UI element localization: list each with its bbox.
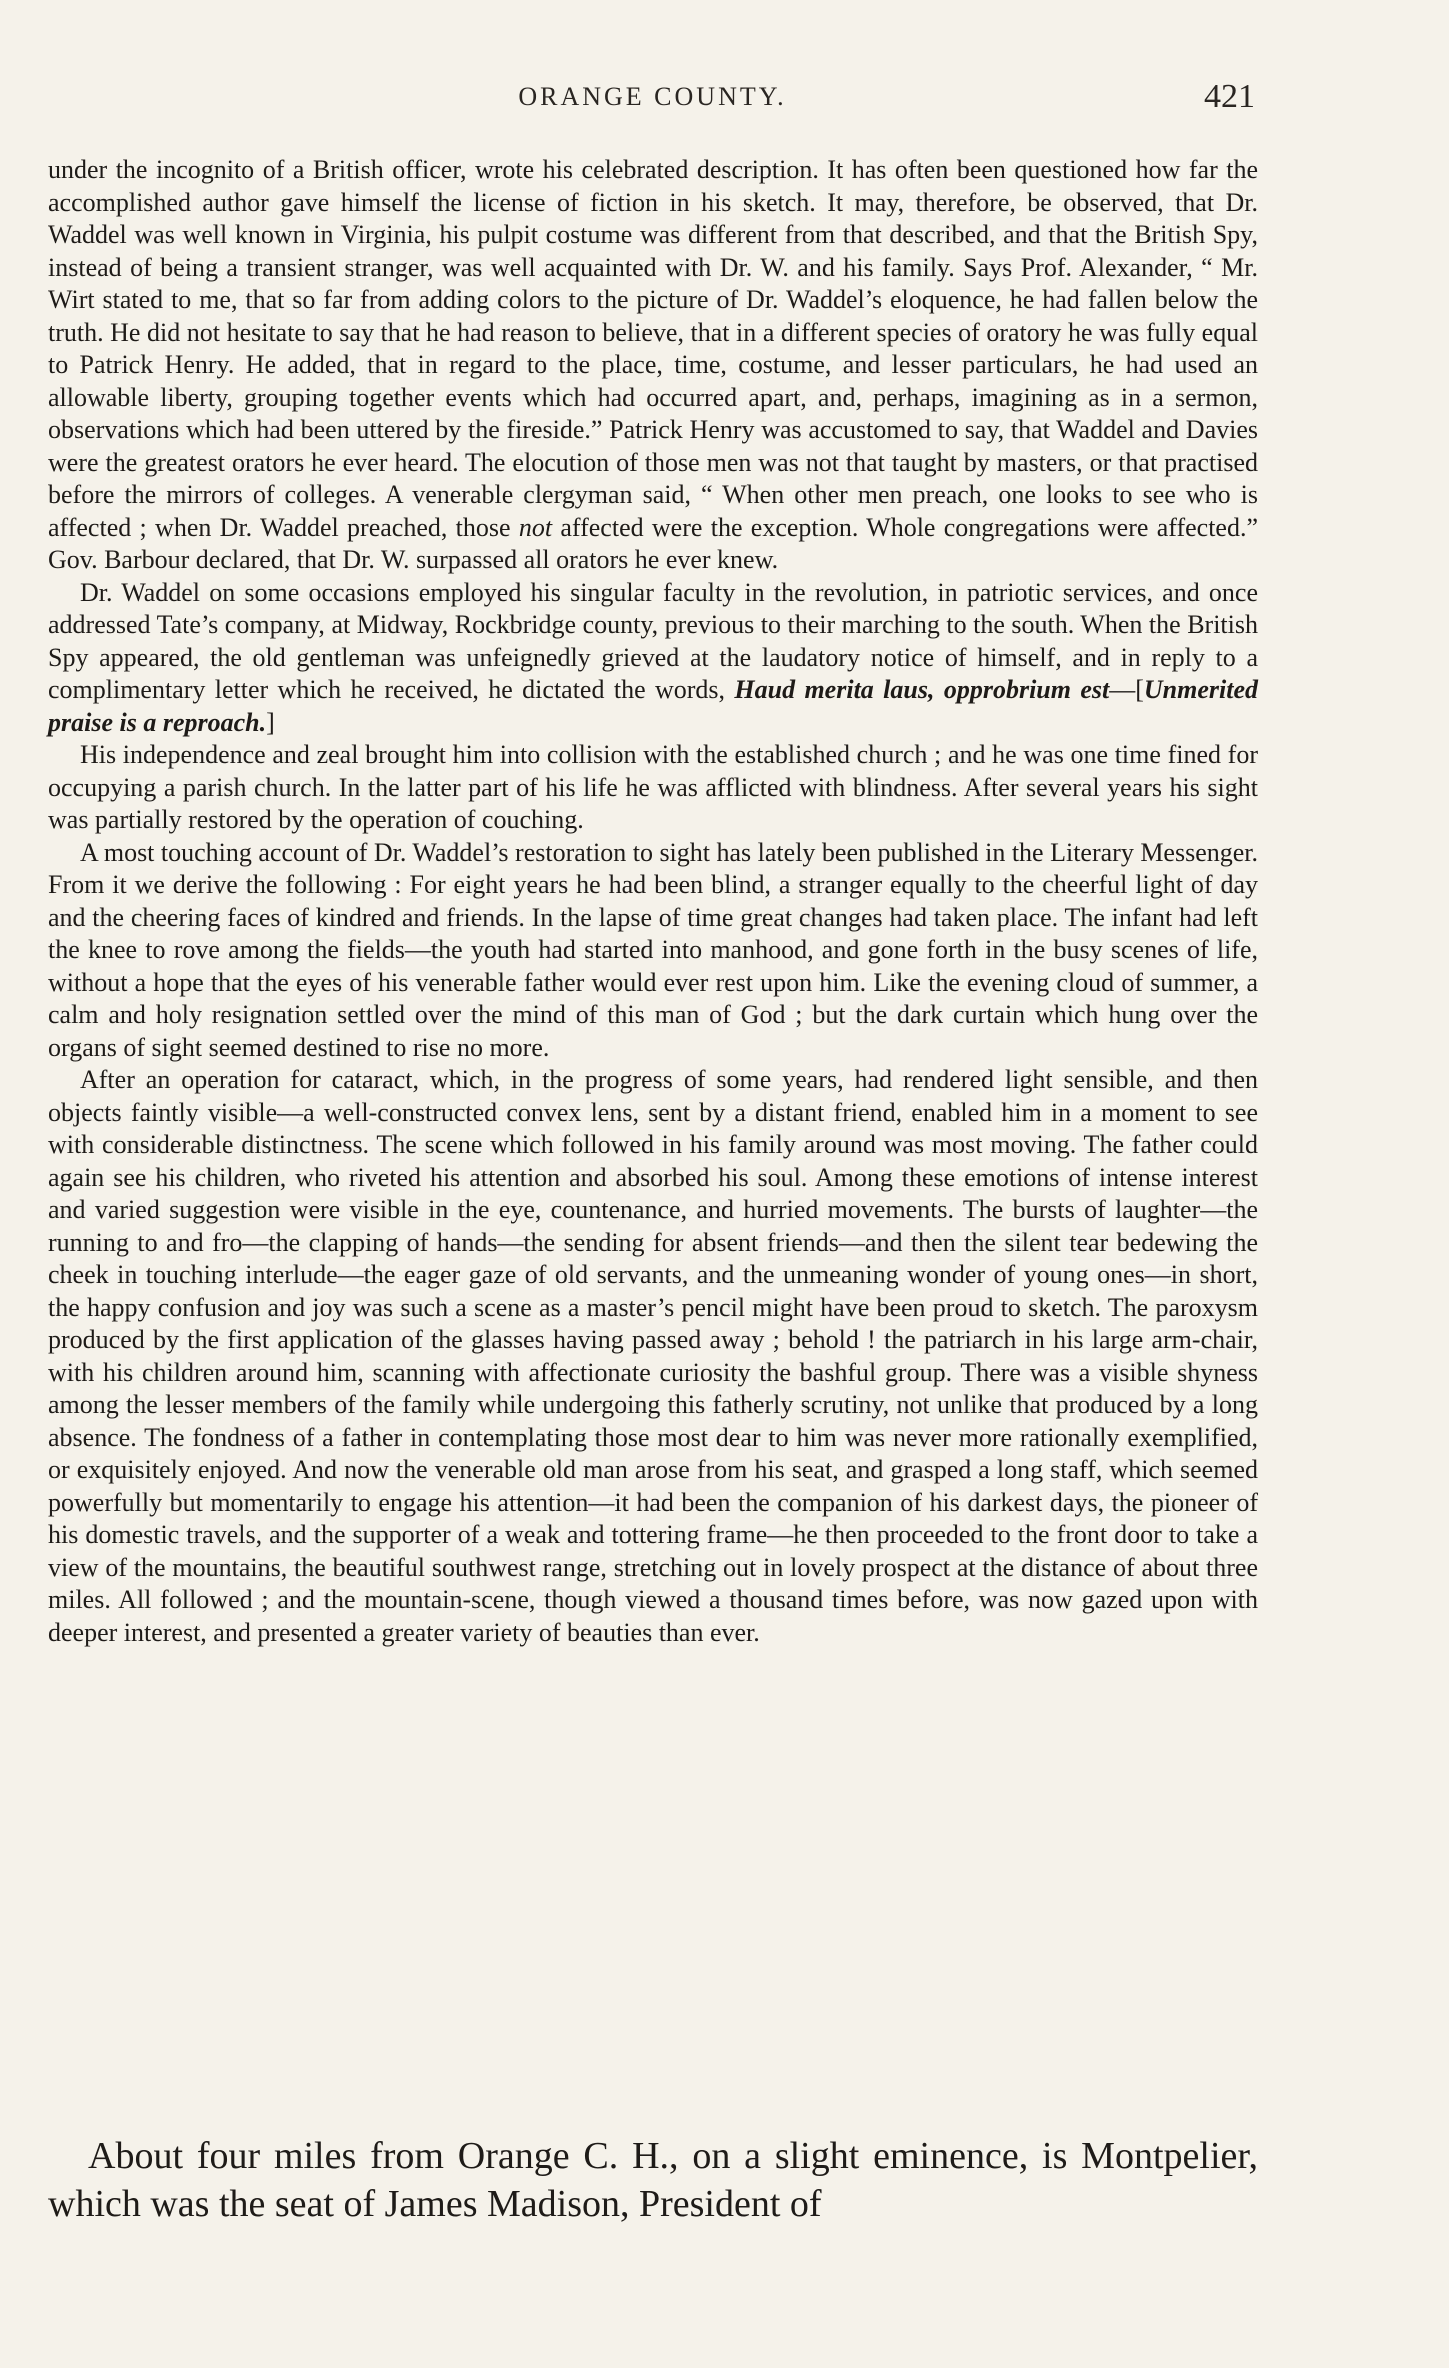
body-text xyxy=(48,154,1258,1649)
page-number: 421 xyxy=(1204,78,1255,115)
running-head xyxy=(50,78,1255,118)
paragraph-1-text-c: affected were the exception. Whole congregations were affected.” Gov. Barbour declared, that Dr. W. surpassed all orators he ever knew. xyxy=(48,512,1258,574)
paragraph-1-text-a: under the incognito of a British officer, wrote his celebrated description. It has often been questioned how far the accomplished author gave himself the license of fiction in his sketch. It may, therefore, be observed, that Dr. Waddel was well known in Virginia, his pulpit costume was different from that described, and that the British Spy, instead of being a transient stranger, was well acquainted with Dr. W. and his family. Says Prof. Alexander, “ Mr. Wirt stated to me, that so far from adding colors to the picture of Dr. Waddel’s eloquence, he had fallen below the truth. He did not hesitate to say that he had reason to believe, that in a different species of oratory he was fully equal to Patrick Henry. He added, that in regard to the place, time, costume, and lesser particulars, he had used an allowable liberty, grouping together events which had occurred apart, and, perhaps, imagining as in a sermon, observations which had been uttered by the fireside.” Patrick Henry was accustomed to say, that Waddel and Davies were the greatest orators he ever heard. The elocution of those men was not that taught by masters, or that practised before the mirrors of colleges. A venerable clergyman said, “ When other men preach, one looks to see who is affected ; when Dr. Waddel preached, those xyxy=(48,155,1258,542)
paragraph-3: His independence and zeal brought him into collision with the established church ; and he was one time fined for occupying a parish church. In the latter part of his life he was afflicted with blindness. After several years his sight was partially restored by the operation of couching. xyxy=(48,740,1258,834)
paragraph-2-latin-quote: Haud merita laus, opprobrium est xyxy=(734,675,1110,704)
running-title: ORANGE COUNTY. xyxy=(518,82,787,111)
paragraph-2-text-c: —[ xyxy=(1109,675,1144,704)
paragraph-1 xyxy=(48,154,1258,577)
paragraph-4: A most touching account of Dr. Waddel’s restoration to sight has lately been published in the Literary Messenger. From it we derive the following : For eight years he had been blind, a stranger equally to the cheerful light of day and the cheering faces of kindred and friends. In the lapse of time great changes had taken place. The infant had left the knee to rove among the fields—the youth had started into manhood, and gone forth in the busy scenes of life, without a hope that the eyes of his venerable father would ever rest upon him. Like the evening cloud of summer, a calm and holy resignation settled over the mind of this man of God ; but the dark curtain which hung over the organs of sight seemed destined to rise no more. xyxy=(48,837,1259,1062)
paragraph-1-emphasis: not xyxy=(518,512,553,542)
paragraph-2-text-a: Dr. Waddel on some occasions employed his singular faculty in the revolution, in patriotic services, and once addressed Tate’s company, at Midway, Rockbridge county, previous to their marching to the south. When the British Spy appeared, the old gentleman was unfeignedly grieved at the laudatory notice of himself, and in reply to a complimentary letter which he received, he dictated the words, xyxy=(48,577,1258,704)
paragraph-2-translation: Unmerited praise is a reproach. xyxy=(48,675,1259,737)
paragraph-2 xyxy=(48,577,1258,740)
paragraph-6: About four miles from Orange C. H., on a slight eminence, is Montpelier, which was the seat of James Madison, President of xyxy=(48,2135,1258,2225)
paragraph-2-text-e: ] xyxy=(266,707,275,737)
section-large-text xyxy=(48,2132,1258,2228)
paragraph-5: After an operation for cataract, which, in the progress of some years, had rendered light sensible, and then objects faintly visible—a well-constructed convex lens, sent by a distant friend, enabled him in a moment to see with considerable distinctness. The scene which followed in his family around was most moving. The father could again see his children, who riveted his attention and absorbed his soul. Among these emotions of intense interest and varied suggestion were visible in the eye, countenance, and hurried movements. The bursts of laughter—the running to and fro—the clapping of hands—the sending for absent friends—and then the silent tear bedewing the cheek in touching interlude—the eager gaze of old servants, and the unmeaning wonder of young ones—in short, the happy confusion and joy was such a scene as a master’s pencil might have been proud to sketch. The paroxysm produced by the first application of the glasses having passed away ; behold ! the patriarch in his large arm-chair, with his children around him, scanning with affectionate curiosity the bashful group. There was a visible shyness among the lesser members of the family while undergoing this fatherly scrutiny, not unlike that produced by a long absence. The fondness of a father in contemplating those most dear to him was never more rationally exemplified, or exquisitely enjoyed. And now the venerable old man arose from his seat, and grasped a long staff, which seemed powerfully but momentarily to engage his attention—it had been the companion of his darkest days, the pioneer of his domestic travels, and the supporter of a weak and tottering frame—he then proceeded to the front door to take a view of the mountains, the beautiful southwest range, stretching out in lovely prospect at the distance of about three miles. All followed ; and the mountain-scene, though viewed a thousand times before, was now gazed upon with deeper interest, and presented a greater variety of beauties than ever. xyxy=(48,1065,1258,1647)
